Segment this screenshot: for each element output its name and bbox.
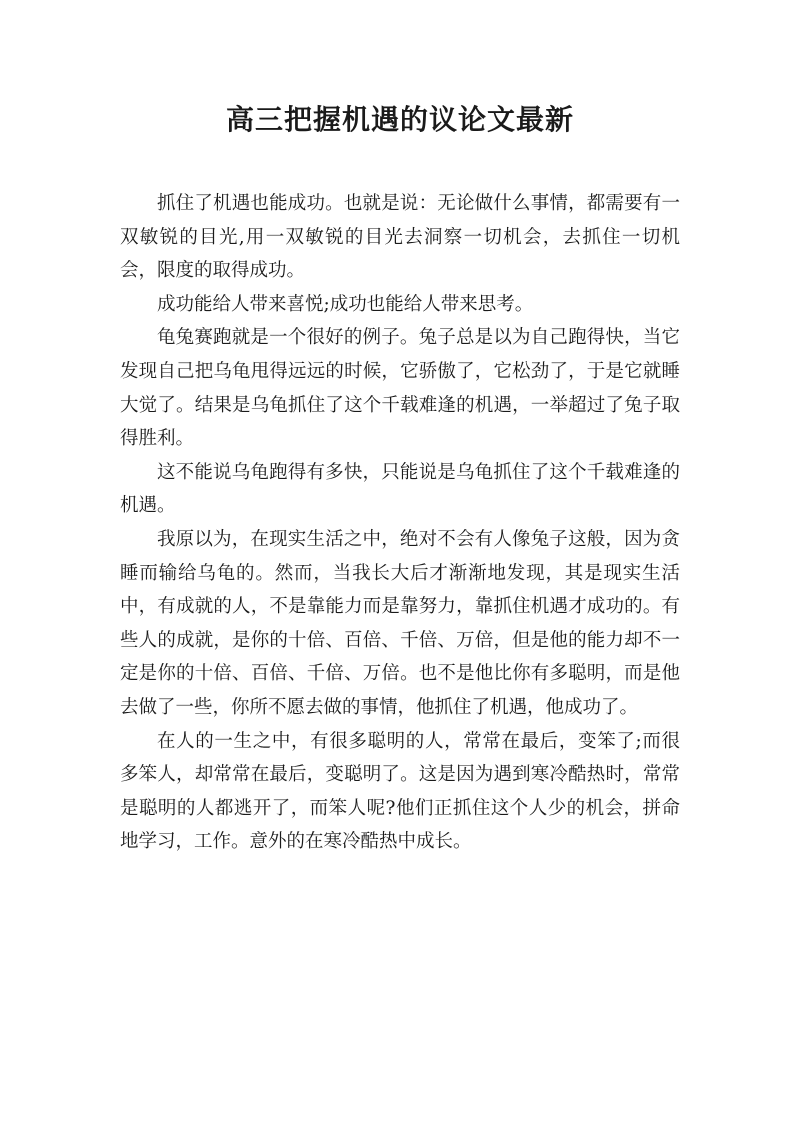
document-title: 高三把握机遇的议论文最新 <box>225 103 574 136</box>
paragraph-2: 成功能给人带来喜悦;成功也能给人带来思考。 <box>157 293 534 315</box>
paragraph-6: 在人的一生之中，有很多聪明的人，常常在最后，变笨了;而很多笨人，却常常在最后，变聪明了。这是因为遇到寒冷酷热时，常常是聪明的人都逃开了，而笨人呢?他们正抓住这个人少的机会，拼命地学习，工作。意外的在寒冷酷热中成长。 <box>120 730 680 853</box>
paragraph-5: 我原以为，在现实生活之中，绝对不会有人像兔子这般，因为贪睡而输给乌龟的。然而，当我长大后才渐渐地发现，其是现实生活中，有成就的人，不是靠能力而是靠努力，靠抓住机遇才成功的。有些人的成就，是你的十倍、百倍、千倍、万倍，但是他的能力却不一定是你的十倍、百倍、千倍、万倍。也不是他比你有多聪明，而是他去做了一些，你所不愿去做的事情，他抓住了机遇，他成功了。 <box>120 528 680 718</box>
paragraph-1: 抓住了机遇也能成功。也就是说：无论做什么事情，都需要有一双敏锐的目光,用一双敏锐的目光去洞察一切机会，去抓住一切机会，限度的取得成功。 <box>120 193 680 282</box>
paragraph-4: 这不能说乌龟跑得有多快，只能说是乌龟抓住了这个千载难逢的机遇。 <box>120 461 680 517</box>
document-body <box>120 187 680 859</box>
paragraph-3: 龟兔赛跑就是一个很好的例子。兔子总是以为自己跑得快，当它发现自己把乌龟甩得远远的时候，它骄傲了，它松劲了，于是它就睡大觉了。结果是乌龟抓住了这个千载难逢的机遇，一举超过了兔子取得胜利。 <box>120 327 680 450</box>
